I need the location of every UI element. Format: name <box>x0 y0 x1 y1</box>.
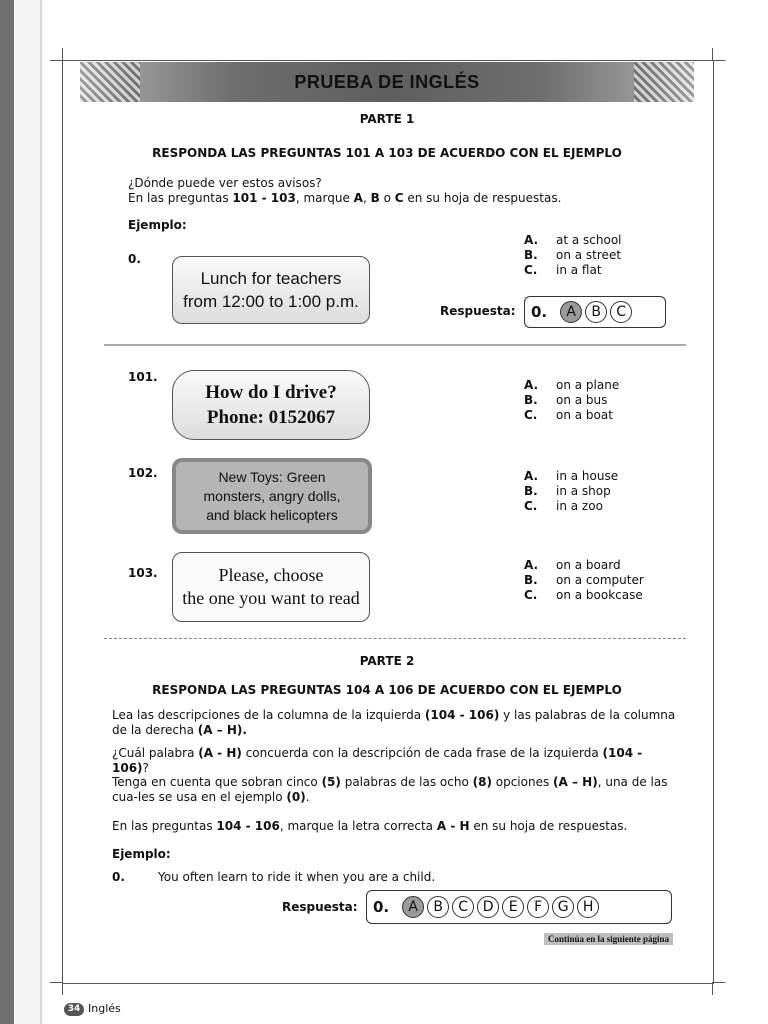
answer-bubble-b[interactable]: B <box>585 301 607 323</box>
question-102-option-b: B. in a shop <box>524 484 611 498</box>
example-option-a: A. at a school <box>524 233 622 247</box>
page-subject: Inglés <box>88 1002 121 1015</box>
answer-bubble-a[interactable]: A <box>402 896 424 918</box>
sign-line: the one you want to read <box>182 588 360 608</box>
question-102-number: 102. <box>128 466 158 480</box>
answer-bubble-e[interactable]: E <box>502 896 524 918</box>
frame-corner-top-left <box>50 48 63 61</box>
part2-paragraph-3: Tenga en cuenta que sobran cinco (5) palabras de las ocho (8) opciones (A – H), una de las cua-les se usa en el ejemplo (0). <box>112 775 668 804</box>
part2-example-text: You often learn to ride it when you are a child. <box>158 870 436 884</box>
part1-question: ¿Dónde puede ver estos avisos? <box>128 176 322 190</box>
section-divider <box>104 344 686 346</box>
sign-line: Please, choose <box>218 565 324 585</box>
question-101-option-c: C. on a boat <box>524 408 613 422</box>
question-103-number: 103. <box>128 566 158 580</box>
page-number-badge: 34 <box>64 1003 84 1016</box>
question-101-option-b: B. on a bus <box>524 393 608 407</box>
question-102-option-a: A. in a house <box>524 469 619 483</box>
part2-example-label: Ejemplo: <box>112 847 171 861</box>
part2-answer-box <box>366 890 672 924</box>
part1-instruction: RESPONDA LAS PREGUNTAS 101 A 103 DE ACUERDO CON EL EJEMPLO <box>152 146 622 160</box>
sign-line: New Toys: Green <box>218 468 326 485</box>
sign-line: Lunch for teachers <box>200 269 342 288</box>
answer-number: 0. <box>531 303 548 321</box>
sign-line: from 12:00 to 1:00 p.m. <box>183 292 359 311</box>
title-banner <box>80 62 694 102</box>
answer-bubble-h[interactable]: H <box>577 896 599 918</box>
answer-bubble-a[interactable]: A <box>560 301 582 323</box>
part2-example-number: 0. <box>112 870 125 884</box>
part1-mark-instruction: En las preguntas 101 - 103, marque A, B o C en su hoja de respuestas. <box>128 191 562 205</box>
example-option-c: C. in a flat <box>524 263 602 277</box>
sign-line: Phone: 0152067 <box>206 407 336 428</box>
frame-corner-top-right <box>712 48 725 61</box>
example-option-b: B. on a street <box>524 248 622 262</box>
part2-paragraph-1: Lea las descripciones de la columna de la izquierda (104 - 106) y las palabras de la columna de la derecha (A – H). <box>112 708 676 737</box>
sign-line: and black helicopters <box>206 506 338 523</box>
question-103-option-c: C. on a bookcase <box>524 588 643 602</box>
page-spine-shadow <box>0 0 14 1024</box>
section-divider-dotted <box>104 638 686 639</box>
question-102-option-c: C. in a zoo <box>524 499 603 513</box>
page-spine <box>14 0 40 1024</box>
answer-bubble-d[interactable]: D <box>477 896 499 918</box>
part2-title: PARTE 2 <box>359 654 415 668</box>
question-103-sign <box>172 552 370 622</box>
sign-line: monsters, angry dolls, <box>203 487 341 504</box>
part2-paragraph-4: En las preguntas 104 - 106, marque la letra correcta A - H en su hoja de respuestas. <box>112 819 628 833</box>
example-sign <box>172 256 370 324</box>
answer-bubble-c[interactable]: C <box>610 301 632 323</box>
question-102-sign <box>172 458 372 534</box>
example-number: 0. <box>128 252 141 266</box>
question-101-sign <box>172 370 370 440</box>
question-101-number: 101. <box>128 370 158 384</box>
part2-paragraph-2: ¿Cuál palabra (A - H) concuerda con la descripción de cada frase de la izquierda (104 - 106)? <box>112 746 643 775</box>
sign-line: How do I drive? <box>205 382 337 403</box>
frame-corner-bottom-left <box>50 982 63 995</box>
frame-corner-bottom-right <box>712 982 725 995</box>
page-title: PRUEBA DE INGLÉS <box>294 72 480 92</box>
question-101-option-a: A. on a plane <box>524 378 620 392</box>
answer-bubble-g[interactable]: G <box>552 896 574 918</box>
example-answer-label: Respuesta: <box>440 304 516 318</box>
answer-bubble-c[interactable]: C <box>452 896 474 918</box>
part2-answer-label: Respuesta: <box>282 900 358 914</box>
part1-title: PARTE 1 <box>359 112 415 126</box>
question-103-option-a: A. on a board <box>524 558 621 572</box>
question-103-option-b: B. on a computer <box>524 573 644 587</box>
example-answer-box <box>524 296 666 328</box>
answer-number: 0. <box>373 898 390 916</box>
answer-bubble-f[interactable]: F <box>527 896 549 918</box>
page-spine-line <box>40 0 42 1024</box>
part2-instruction: RESPONDA LAS PREGUNTAS 104 A 106 DE ACUERDO CON EL EJEMPLO <box>152 683 622 697</box>
continue-next-page-label: Continúa en la siguiente página <box>544 933 673 945</box>
part1-example-label: Ejemplo: <box>128 218 187 232</box>
answer-bubble-b[interactable]: B <box>427 896 449 918</box>
